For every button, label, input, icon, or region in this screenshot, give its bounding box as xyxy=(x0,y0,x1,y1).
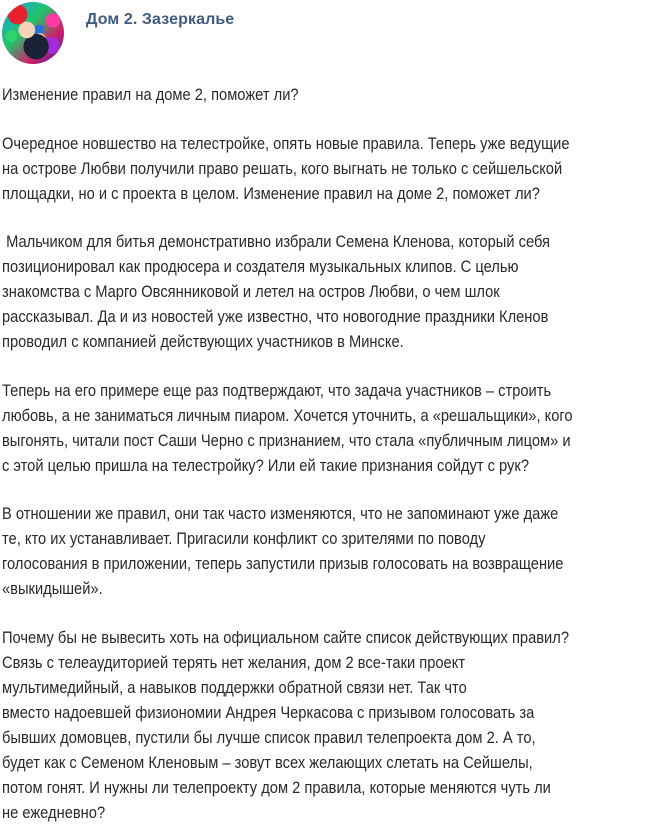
text-line: будет как с Семеном Кленовым – зовут всех желающих слетать на Сейшелы, xyxy=(2,752,533,772)
text-line: Связь с телеаудиторией терять нет желания, дом 2 все-таки проект xyxy=(2,652,466,672)
text-line: любовь, а не заниматься личным пиаром. Хочется уточнить, а «решальщики», кого xyxy=(2,405,573,425)
text-line: выгонять, читали пост Саши Черно с признанием, что стала «публичным лицом» и xyxy=(2,430,571,450)
text-line: Очередное новшество на телестройке, опять новые правила. Теперь уже ведущие xyxy=(2,133,570,153)
text-line: на острове Любви получили право решать, кого выгнать не только с сейшельской xyxy=(2,158,563,178)
text-line: с этой целью пришла на телестройку? Или ей такие признания сойдут с рук? xyxy=(2,455,529,475)
text-line: бывших домовцев, пустили бы лучше список правил телепроекта дом 2. А то, xyxy=(2,727,536,747)
text-line: позиционировал как продюсера и создателя музыкальных клипов. С целью xyxy=(2,257,519,276)
post-paragraph xyxy=(2,501,622,601)
text-line: рассказывал. Да и из новостей уже известно, что новогодние праздники Кленов xyxy=(2,307,549,326)
text-line: вместо надоевшей физиономии Андрея Черкасова с призывом голосовать за xyxy=(2,702,535,722)
text-line: Теперь на его примере еще раз подтверждают, что задача участников – строить xyxy=(2,380,552,400)
text-line: Почему бы не вывесить хоть на официальном сайте список действующих правил? xyxy=(2,627,570,647)
post-paragraph xyxy=(2,131,622,206)
text-line: те, кто их устанавливает. Пригасили конфликт со зрителями по поводу xyxy=(2,529,486,548)
text-line: проводил с компанией действующих участников в Минске. xyxy=(2,332,404,351)
post-paragraph xyxy=(2,625,622,825)
post-header xyxy=(0,0,670,70)
text-line: голосования в приложении, теперь запустили призыв голосовать на возвращение xyxy=(2,554,564,573)
post-paragraph xyxy=(2,82,622,107)
text-line: не ежедневно? xyxy=(2,802,106,822)
group-name-link[interactable]: Дом 2. Зазеркалье xyxy=(86,11,235,28)
text-line: мультимедийный, а навыков поддержки обратной связи нет. Так что xyxy=(2,677,467,697)
text-line: площадки, но и с проекта в целом. Изменение правил на доме 2, поможет ли? xyxy=(2,183,540,203)
post-paragraph xyxy=(2,378,622,478)
text-line: «выкидышей». xyxy=(2,579,103,598)
text-line: потом гонят. И нужны ли телепроекту дом 2 правила, которые меняются чуть ли xyxy=(2,777,551,797)
text-line: Мальчиком для битья демонстративно избрали Семена Кленова, который себя xyxy=(2,232,550,251)
text-line: знакомства с Марго Овсянниковой и летел на остров Любви, о чем шлок xyxy=(2,282,500,301)
text-line: Изменение правил на доме 2, поможет ли? xyxy=(2,85,299,104)
post-paragraph xyxy=(2,229,622,354)
text-line: В отношении же правил, они так часто изменяются, что не запоминают уже даже xyxy=(2,504,559,523)
post-body xyxy=(2,82,622,825)
group-avatar-icon[interactable] xyxy=(2,2,64,64)
